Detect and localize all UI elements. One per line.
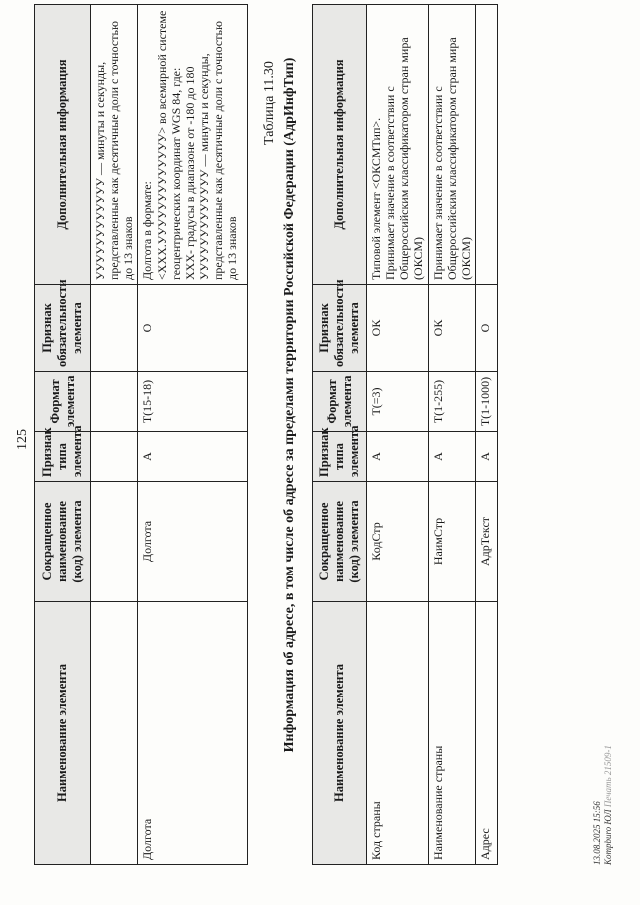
cell-name: Долгота: [138, 602, 248, 865]
cell-type: А: [367, 432, 429, 482]
table-continuation: [34, 4, 248, 865]
stamp-code: Печать 21509-1: [603, 745, 614, 808]
cell-type: А: [476, 432, 498, 482]
cell-format: T(=3): [367, 372, 429, 432]
table-row: [476, 5, 498, 865]
cell-info: [428, 5, 475, 285]
info-line: УУУУУУУУУУУУ — минуты и секунды, представленные как десятичные доли с точностью до 13 знаков: [93, 21, 136, 280]
stamp-author: Kompburo ЮЛ: [603, 809, 614, 865]
cell-info: [476, 5, 498, 285]
cell-required: [91, 285, 138, 372]
info-line: Долгота в формате:: [140, 181, 155, 280]
header-type: Признак типа элемента: [313, 432, 367, 482]
cell-format: [91, 372, 138, 432]
cell-name: [91, 602, 138, 865]
cell-type: А: [138, 432, 248, 482]
table-address-info: [312, 4, 498, 865]
cell-short: [91, 482, 138, 602]
header-name: Наименование элемента: [313, 602, 367, 865]
cell-required: О: [476, 285, 498, 372]
info-line: <ХХХ.УУУУУУУУУУУУУ> во всемирной системе геоцентрических координат WGS 84, где:: [154, 10, 183, 280]
table-number: Таблица 11.30: [262, 61, 277, 145]
header-info: Дополнительная информация: [35, 5, 91, 285]
header-short: Сокращенное наименование (код) элемента: [35, 482, 91, 602]
cell-required: ОК: [428, 285, 475, 372]
header-name: Наименование элемента: [35, 602, 91, 865]
info-line: ХХХ- градусы в диапазоне от -180 до 180: [182, 66, 197, 280]
stamp-date: 13.08.2025 15:56: [592, 801, 602, 865]
cell-name: Код страны: [367, 602, 429, 865]
page-number: 125: [15, 429, 30, 450]
cell-short: КодСтр: [367, 482, 429, 602]
cell-info: [367, 5, 429, 285]
print-stamp: [592, 745, 615, 865]
cell-required: О: [138, 285, 248, 372]
header-info: Дополнительная информация: [313, 5, 367, 285]
cell-name: Наименование страны: [428, 602, 475, 865]
header-format: Формат элемента: [35, 372, 91, 432]
info-line: УУУУУУУУУУУУУ — минуты и секунды, представленные как десятичные доли с точностью до 13 знаков: [197, 21, 240, 280]
cell-required: ОК: [367, 285, 429, 372]
info-line: Принимает значение в соответствии с Общероссийским классификатором стран мира (ОКСМ): [383, 37, 426, 280]
cell-short: Долгота: [138, 482, 248, 602]
cell-info: [91, 5, 138, 285]
cell-format: T(1-255): [428, 372, 475, 432]
table-caption: Информация об адресе, в том числе об адресе за пределами территории Российской Федерации (АдрИнфТип): [282, 57, 297, 753]
cell-short: АдрТекст: [476, 482, 498, 602]
table-row: [91, 5, 138, 865]
cell-short: НаимСтр: [428, 482, 475, 602]
cell-name: Адрес: [476, 602, 498, 865]
header-required: Признак обязательности элемента: [313, 285, 367, 372]
info-line: Типовой элемент <ОКСМТип>.: [369, 117, 383, 280]
info-line: Принимает значение в соответствии с Общероссийским классификатором стран мира (ОКСМ): [430, 37, 473, 280]
table-row: [367, 5, 429, 865]
cell-format: T(1-1000): [476, 372, 498, 432]
cell-type: [91, 432, 138, 482]
table-row: [138, 5, 248, 865]
header-format: Формат элемента: [313, 372, 367, 432]
cell-type: А: [428, 432, 475, 482]
cell-info: [138, 5, 248, 285]
table-row: [428, 5, 475, 865]
header-type: Признак типа элемента: [35, 432, 91, 482]
header-required: Признак обязательности элемента: [35, 285, 91, 372]
header-short: Сокращенное наименование (код) элемента: [313, 482, 367, 602]
cell-format: T(15-18): [138, 372, 248, 432]
